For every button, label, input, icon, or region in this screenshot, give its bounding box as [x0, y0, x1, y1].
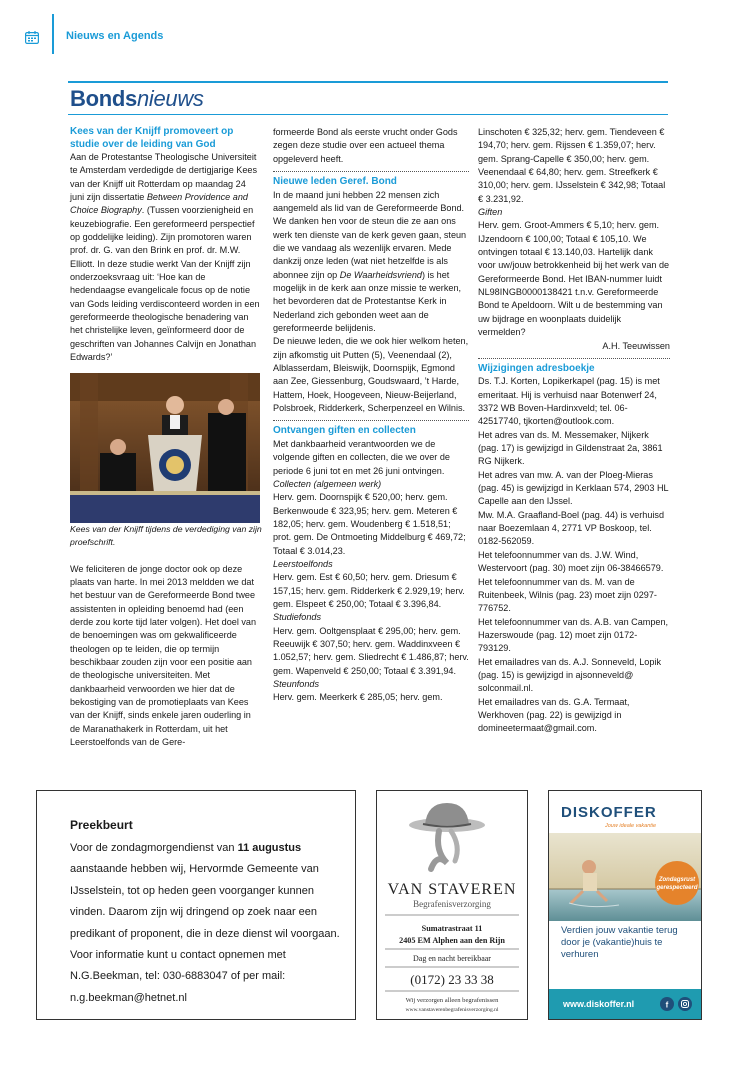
paragraph: Het emailadres van ds. A.J. Sonneveld, Lopik (pag. 15) is gewijzigd in ajsonneveld@ solconmail.nl. — [478, 656, 661, 694]
svg-text:f: f — [665, 1000, 669, 1010]
rule-bottom — [68, 114, 668, 115]
van-staveren-ad-graphic — [377, 791, 527, 1019]
column-1 — [70, 126, 262, 749]
preekbeurt-notice — [36, 790, 356, 1020]
article-heading: Wijzigingen adresboekje — [478, 362, 595, 374]
paragraph: Herv. gem. Ooltgensplaat € 295,00; herv. gem. Reeuwijk € 307,50; herv. gem. Waddinxveen € 1.052,57; herv. gem. Sliedrecht € 1.486,87; herv. gem. Wapenveld € 250,00; Totaal € 3.391,94. — [273, 625, 469, 676]
diskoffer-tagline: Jouw ideale vakantie — [605, 823, 657, 829]
paragraph: Met dankbaarheid verantwoorden we de volgende giften en collecten, die we over de periode 6 juni tot en met 26 juni ontvingen. — [273, 438, 450, 476]
header-divider — [52, 14, 54, 54]
signature: A.H. Teeuwissen — [602, 340, 670, 351]
dotted-divider — [478, 358, 670, 359]
diskoffer-url: www.diskoffer.nl — [563, 999, 635, 1009]
column-3 — [478, 126, 670, 736]
paragraph: Het telefoonnummer van ds. A.B. van Campen, Hazerswoude (pag. 12) moet zijn 0172-793129. — [478, 616, 669, 654]
paragraph: In de maand juni hebben 22 mensen zich aangemeld als lid van de Gereformeerde Bond. We danken hen voor de steun die ze aan ons werk ten dienste van de kerk geven gaan, steun die we vandaag als wezenlijk ervaren. Mede dankzij onze leden (wat niet hetzelfde is als abonnee zijn op De Waarheidsvriend) is het mogelijk in de kerk aan onze missie te werken, het bevorderen dat de Protestantse Kerk in Nederland zich gebonden weet aan de gereformeerde belijdenis. — [273, 189, 467, 333]
page-header — [0, 0, 738, 60]
ad-hours: Dag en nacht bereikbaar — [413, 954, 491, 963]
paragraph: Mw. M.A. Graafland-Boel (pag. 44) is verhuisd naar Boezemlaan 4, 2771 VP Boskoop, tel. 0182-562059. — [478, 509, 664, 547]
van-staveren-ad[interactable] — [376, 790, 528, 1020]
subheading: Leerstoelfonds — [273, 558, 333, 569]
paragraph: Het adres van ds. M. Messemaker, Nijkerk (pag. 17) is gewijzigd in Gildenstraat 2a, 3861 RG Nijkerk. — [478, 429, 663, 467]
paragraph: Herv. gem. Doornspijk € 520,00; herv. gem. Berkenwoude € 323,95; herv. gem. Meteren € 182,05; herv. gem. Woudenberg € 1.518,51; prot. gem. De Ontmoeting Middelburg € 469,72; Totaal € 3.014,23. — [273, 492, 466, 556]
paragraph: Ds. T.J. Korten, Lopikerkapel (pag. 15) is met emeritaat. Hij is verhuisd naar Botenwerf 24, 3372 WB Boven-Hardinxveld; tel. 06-42517740, tjkorten@outlook.com. — [478, 376, 660, 427]
paragraph: formeerde Bond als eerste vrucht onder Gods zegen deze studie over een actueel thema opgeleverd heeft. — [273, 127, 458, 164]
ad-brand: VAN STAVEREN — [387, 881, 517, 898]
paragraph: Het telefoonnummer van ds. M. van de Ruitenbeek, Wilnis (pag. 23) moet zijn 0297-776752. — [478, 576, 657, 614]
calendar-icon — [25, 31, 39, 44]
column-2 — [273, 126, 469, 705]
paragraph: Het emailadres van ds. G.A. Termaat, Werkhoven (pag. 22) is gewijzigd in domineetermaat@gmail.com. — [478, 696, 630, 734]
paragraph: Linschoten € 325,32; herv. gem. Tiendeveen € 194,70; herv. gem. Rijssen € 1.359,07; herv. gem. Sprang-Capelle € 350,00; herv. gem. Veenendaal € 64,80; herv. gem. Streefkerk € 310,00; herv. gem. IJsselstein € 342,98; Totaal € 3.231,92. — [478, 127, 666, 204]
promotion-photo — [70, 373, 260, 523]
ad-city: 2405 EM Alphen aan den Rijn — [399, 936, 505, 945]
paragraph: Herv. gem. Est € 60,50; herv. gem. Driesum € 157,15; herv. gem. Ridderkerk € 2.929,19; herv. gem. Elspeet € 250,00; Totaal € 3.396,84. — [273, 572, 465, 609]
subheading: Studiefonds — [273, 612, 322, 623]
paragraph: Het adres van mw. A. van der Ploeg-Mieras (pag. 45) is gewijzigd in Kerklaan 574, 2903 HL Capelle aan den IJssel. — [478, 469, 669, 507]
diskoffer-ad-graphic — [549, 791, 701, 1019]
paragraph: We feliciteren de jonge doctor ook op deze plaats van harte. In mei 2013 meldden we dat het bestuur van de Gereformeerde Bond twee assistenten in opleiding benoemd had (een derde zou korte tijd later volgen). Het doel van de benoemingen was om gekwalificeerde theologen op te leiden, die op termijn beschikbaar zouden zijn voor een positie aan de theologische universiteiten. Met dankbaarheid verwoorden we hier dat de bekostiging van de promotieplaats van Kees van der Knijff, sinds enkele jaren ouderling in de Maranathakerk in Rotterdam, uit het Leerstoelfonds van de Gere- — [70, 563, 257, 747]
ad-phone: (0172) 23 33 38 — [410, 972, 494, 987]
section-title: Nieuws en Agends — [66, 30, 164, 42]
notice-text: Voor de zondagmorgendienst van 11 augustus aanstaande hebben wij, Hervormde Gemeente van IJsselstein, tot op heden geen voorganger kunnen vinden. Daarom zijn wij dringend op zoek naar een predikant of proponent, die in deze dienst wil voorgaan. Voor informatie kunt u contact opnemen met N.G.Beekman, tel: 030-6883047 of per mail: n.g.beekman@hetnet.nl — [70, 842, 340, 1004]
subheading: Collecten (algemeen werk) — [273, 478, 382, 489]
rule-top — [68, 81, 668, 83]
ad-note: Wij verzorgen alleen begrafenissen — [405, 997, 499, 1004]
article-heading: Nieuwe leden Geref. Bond — [273, 176, 397, 188]
notice-title: Preekbeurt — [70, 818, 133, 832]
diskoffer-brand: DISKOFFER — [561, 804, 657, 821]
subheading: Giften — [478, 207, 503, 218]
ad-url: www.vanstaverenbegrafenisverzorging.nl — [405, 1007, 499, 1013]
badge-line-2: gerespecteerd — [656, 885, 698, 891]
ad-subtitle: Begrafenisverzorging — [413, 899, 491, 909]
article-heading: Ontvangen giften en collecten — [273, 425, 416, 437]
page-title: Bondsnieuws — [70, 86, 204, 111]
paragraph: Herv. gem. Groot-Ammers € 5,10; herv. gem. IJzendoorn € 100,00; Totaal € 105,10. We ontvingen totaal € 13.140,03. Hartelijk dank voor uw/jouw betrokkenheid bij het werk van de Gereformeerde Bond. Het IBAN-nummer luidt NL98INGB0000138421 t.n.v. Gereformeerde Bond te Apeldoorn. Wilt u de bestemming van uw bijdrage en woonplaats duidelijk vermelden? — [478, 220, 670, 338]
subheading: Steunfonds — [273, 679, 320, 690]
paragraph: Het telefoonnummer van ds. J.W. Wind, Westervoort (pag. 30) moet zijn 06-38466579. — [478, 549, 664, 574]
paragraph: De nieuwe leden, die we ook hier welkom heten, zijn afkomstig uit Putten (5), Veenendaal (2), Alblasserdam, Bleiswijk, Doornspijk, Egmond aan Zee, Giessenburg, Goudswaard, ’t Harde, Hattem, Hoek, Hoogeveen, Nieuw-Beijerland, Polsbroek, Ridderkerk, Scherpenzeel en Wilnis. — [273, 336, 469, 414]
diskoffer-ad[interactable] — [548, 790, 702, 1020]
paragraph: Aan de Protestantse Theologische Universiteit te Amsterdam verdedigde de dertigjarige Kees van der Knijff uit Rotterdam op maandag 24 juni zijn dissertatie Between Providence and Choice Biography. (Tussen voorzienigheid en keuzebiografie. Een gereformeerd perspectief op goddelijke leiding). Zijn promotoren waren prof. dr. G. van den Brink en prof. dr. M.W. Elliott. In deze studie werkt Van der Knijff zijn onderzoeksvraag uit: ‘Hoe kan de hedendaagse evangelicale focus op de notie van Gods leiding verdisconteerd worden in een gereformeerde theologische benadering van het christelijke leven, geïnformeerd door de geschriften van Johannes Calvijn en Jonathan Edwards?’ — [70, 152, 260, 363]
paragraph: Herv. gem. Meerkerk € 285,05; herv. gem. — [273, 692, 443, 703]
badge-line-1: Zondagsrust — [658, 877, 696, 883]
diskoffer-body: Verdien jouw vakantie terug door je (vakantie)huis te verhuren — [561, 925, 678, 960]
article-heading: Kees van der Knijff promoveert op studie over de leiding van God — [70, 126, 234, 150]
ad-street: Sumatrastraat 11 — [421, 924, 483, 933]
instagram-icon — [678, 997, 692, 1011]
dotted-divider — [273, 171, 469, 172]
dotted-divider — [273, 420, 469, 421]
photo-caption: Kees van der Knijff tijdens de verdediging van zijn proefschrift. — [70, 523, 262, 547]
